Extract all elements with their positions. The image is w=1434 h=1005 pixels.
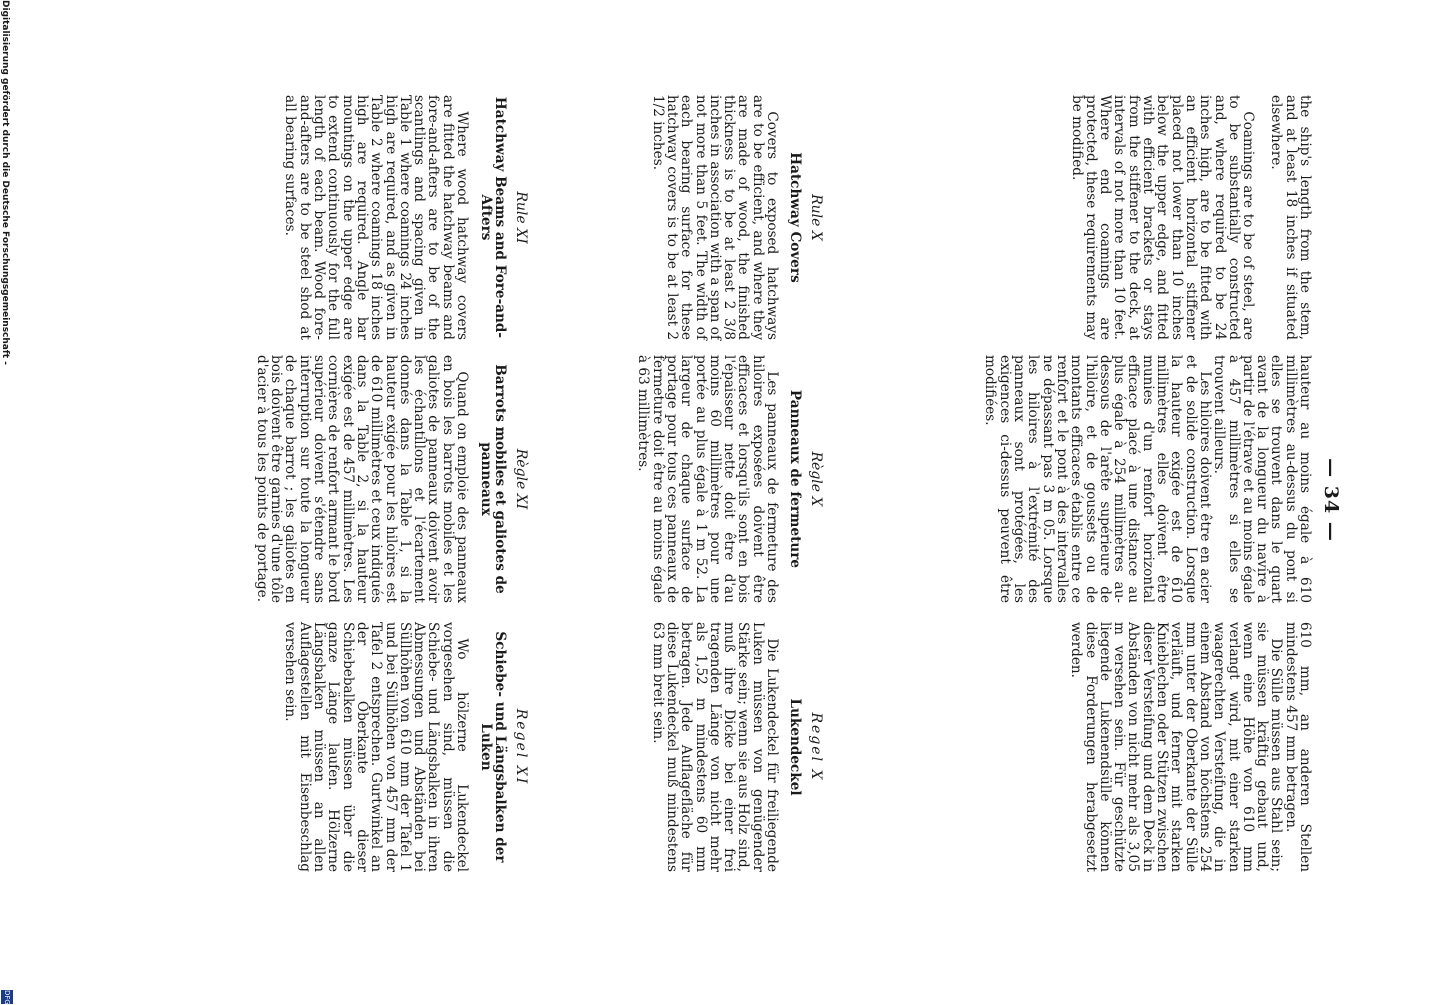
english-rule-x-text: Covers to exposed hatchways are to be efficient, and where they are made of wood, the finished thickness is to be at least 2 3/8 inches in association with a span of not more than 5 feet. The width of each bearing surface for these hatchway covers is to be at least 2 1/2 inches. bbox=[649, 95, 780, 340]
french-rule-xi-label: Règle XI bbox=[513, 448, 529, 510]
french-top-p2: Les hiloires doivent être en acier et de solide construction. Lorsque la hauteur exigée est de 610 millimètres elles doivent être munies d'un renfort horizontal efficace placé à une distance au plus égale à 254 millimètres au-dessous de l'arête supérieure de l'hiloire, et de goussets ou de montants efficaces établis entre ce renfort et le pont à des intervalles ne dépassant pas 3 m 05. Lorsque les hiloires à l'extrémité des panneaux sont protégées, les exigences ci-dessus peuvent être modifiées. bbox=[982, 355, 1213, 603]
english-top bbox=[1069, 95, 1312, 340]
english-rule-x-label: Rule X bbox=[808, 194, 824, 241]
page-number: — 34 — bbox=[1320, 458, 1342, 542]
english-rule-xi-body bbox=[283, 95, 469, 340]
english-rule-xi-label: Rule XI bbox=[513, 191, 529, 244]
french-rule-xi-heading: Barrots mobiles et galiotes de panneaux bbox=[477, 364, 508, 594]
english-top-p2: Coamings are to be of steel, are to be substantially constructed and, where required to be 24 inches high, are to be fitted with an efficient horizontal stiffener placed not lower than 10 inches below the upper edge, and fitted with efficient brackets or stays from the stiffener to the deck, at intervals of not more than 10 feet. Where end coamings are protected, these requirements may be modified. bbox=[1068, 95, 1257, 340]
french-rule-x-heading: Panneaux de fermeture bbox=[787, 389, 803, 569]
german-rule-xi-body bbox=[283, 622, 469, 872]
french-rule-xi-text: Quand on emploie des panneaux en bois les barrots mobiles et les galiotes de panneaux doivent avoir les échantillons et l'écartement donnés dans la Table 1, si la hauteur exigée pour les hiloires est de 610 millimètres et ceux indiqués dans la Table 2, si la hauteur exigée est de 457 millimètres. Les cornières de renfort armant le bord supérieur doivent s'étendre sans interruption sur toute la longueur de chaque barrot ; les galiotes en bois doivent être garnies d'une tôle d'acier à tous les points de portage. bbox=[253, 355, 470, 603]
english-rule-x-body bbox=[650, 95, 779, 340]
german-rule-x-text: Die Lukendeckel für freiliegende Luken müssen von genügender Stärke sein; wenn sie aus Holz sind, muß ihre Dicke bei einer frei tragenden Länge von nicht mehr als 1,52 m mindestens 60 mm betragen. Jede Auflagefläche für diese Lukendeckel muß mindestens 63 mm breit sein. bbox=[649, 622, 780, 872]
english-rule-xi-text: Where wood hatchway covers are fitted the hatchway beams and fore-and-afters are to be of the scantlings and spacing given in Table 1 where coamings 24 inches high are required, and as given in Table 2 where coamings 18 inches high are required. Angle bar mountings on the upper edge are to extend continuously for the full length of each beam. Wood fore-and-afters are to be steel shod at all bearing surfaces. bbox=[282, 95, 470, 340]
dfg-logo: DFG bbox=[3, 990, 11, 1005]
german-rule-xi-text: Wo hölzerne Lukendeckel vorgesehen sind, müssen die Schiebe- und Längsbalken in ihren Abmessungen und Abständen bei Süllhöhen von 610 mm der Tafel 1 und bei Süllhöhen von 457 mm der Tafel 2 entsprechen. Gurtwinkel an der Oberkante dieser Schiebebalken müssen über die ganze Länge laufen. Hölzerne Längsbalken müssen an allen Auflagestellen mit Eisenbeschlag versehen sein. bbox=[282, 622, 470, 872]
german-rule-xi-label: Regel XI bbox=[513, 708, 529, 786]
german-top-p1: 610 mm, an anderen Stellen mindestens 457 mm betragen. bbox=[1282, 622, 1313, 872]
digitization-footer: Digitalisierung gefördert durch die Deutsche Forschungsgemeinschaft - bbox=[0, 0, 10, 365]
german-rule-x-label: Regel X bbox=[808, 712, 824, 782]
french-rule-xi-body bbox=[255, 355, 469, 603]
french-rule-x-body bbox=[636, 355, 779, 603]
french-rule-x-text: Les panneaux de fermeture des hiloires exposées doivent être efficaces et lorsqu'ils sont en bois l'épaisseur nette doit être d'au moins 60 millimètres pour une portée au plus égale à 1 m 52. La largeur de chaque surface de portage pour tous ces panneaux de fermeture doit être au moins égale à 63 millimètres. bbox=[635, 355, 780, 603]
french-rule-x-label: Règle X bbox=[808, 451, 824, 507]
german-rule-x-body bbox=[650, 622, 779, 872]
french-top bbox=[983, 355, 1312, 603]
french-top-p1: hauteur au moins égale à 610 millimètres au-dessus du pont si elles se trouvent dans le quart avant de la longueur du navire à partir de l'étrave et au moins égale à 457 millimètres si elles se trouvent ailleurs. bbox=[1211, 355, 1313, 603]
german-top-p2: Die Süllе müssen aus Stahl sein; sie müssen kräftig gebaut und, wenn eine Höhe von 610 mm verlangt wird, mit einer starken waagerechten Versteifung, die in einem Abstand von höchstens 254 mm unter der Oberkante der Sülle verläuft, und ferner mit starken Knieblechen oder Stützen zwischen dieser Versteifung und dem Deck in Abständen von nicht mehr als 3,05 m versehen sein. Für geschützte liegende Lukenendsülle können diese Forderungen herabgesetzt werden. bbox=[1068, 622, 1285, 872]
english-rule-x-heading: Hatchway Covers bbox=[787, 152, 803, 283]
german-rule-xi-heading: Schiebe- und Längsbalken der Luken bbox=[477, 631, 508, 863]
german-top bbox=[1069, 622, 1312, 872]
german-rule-x-heading: Lukendeckel bbox=[787, 698, 803, 796]
english-rule-xi-heading: Hatchway Beams and Fore-and-Afters bbox=[477, 96, 508, 339]
english-top-p1: the ship's length from the stem, and at least 18 inches if situated elsewhere. bbox=[1268, 95, 1313, 340]
